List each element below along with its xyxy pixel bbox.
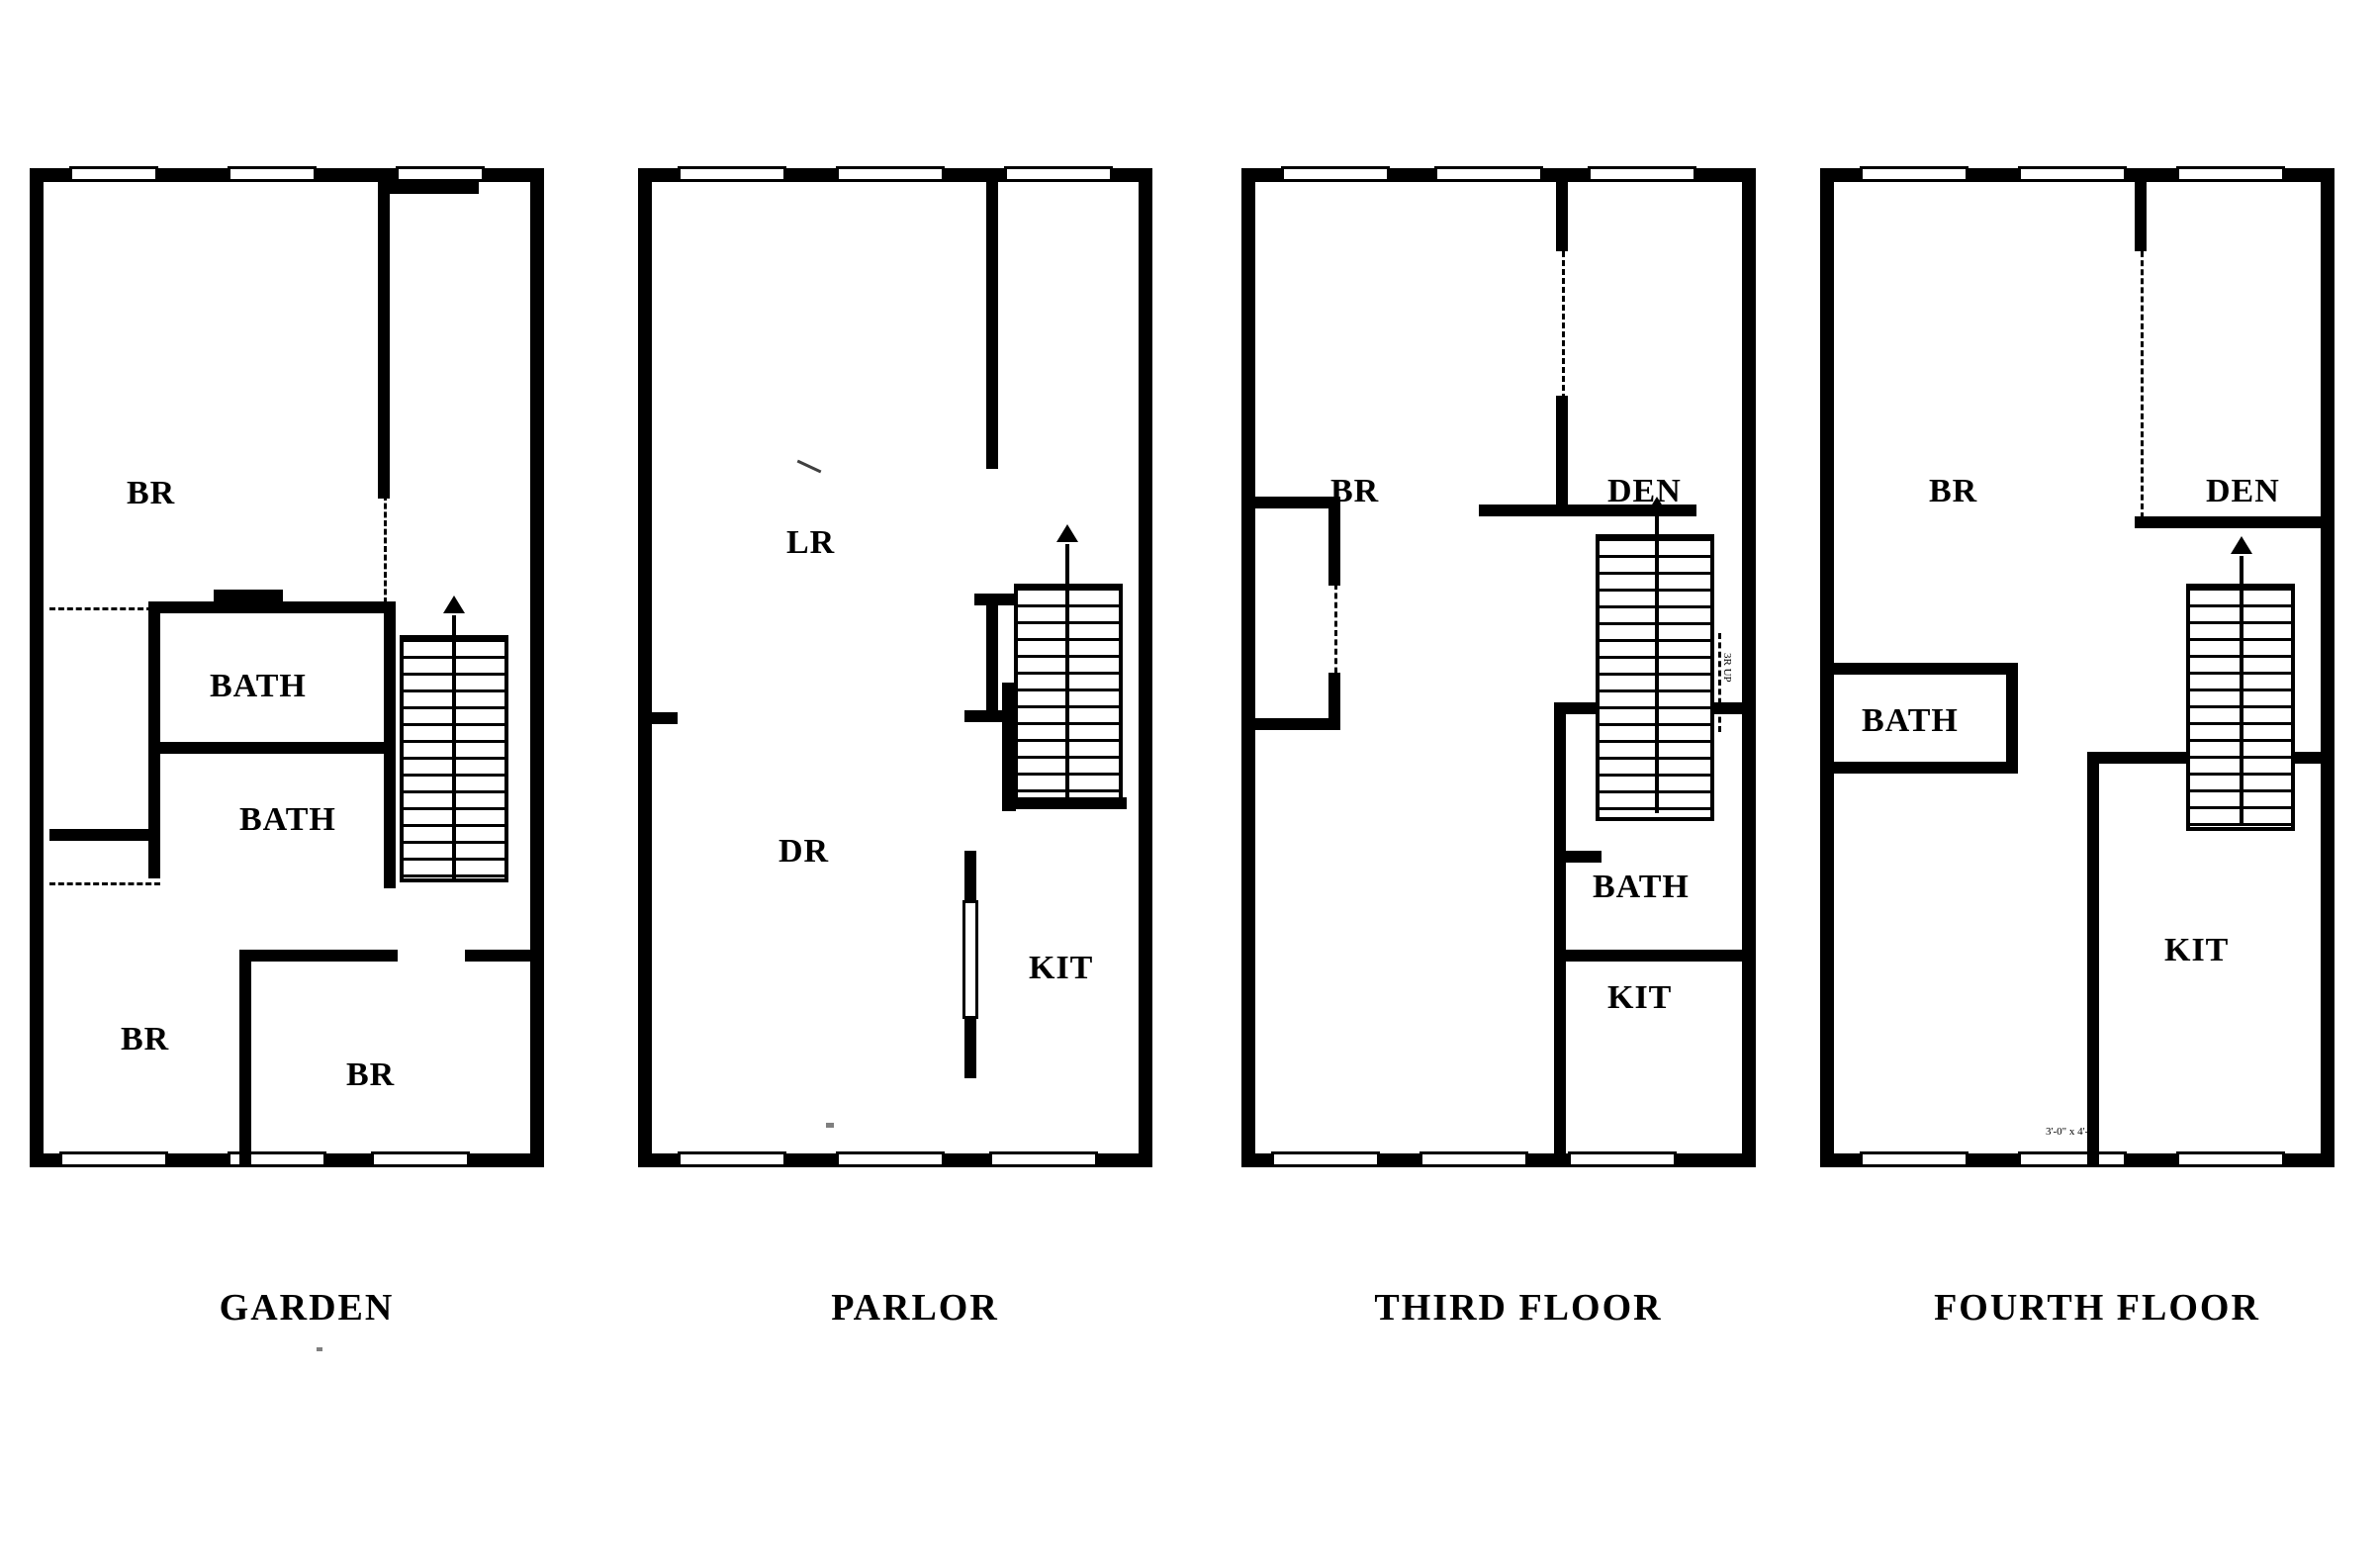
wall-stub: [1255, 718, 1340, 730]
door-swing: [1560, 722, 1563, 841]
wall-interior: [1554, 950, 1756, 962]
stair-direction-line: [1655, 516, 1659, 813]
stair-wall: [1002, 683, 1016, 811]
room-label-lr: LR: [786, 524, 836, 561]
floor-plan-third: [1241, 168, 1795, 1276]
wall-left: [1820, 168, 1834, 1167]
window: [1434, 166, 1543, 182]
stair-note: 3R UP: [1721, 653, 1733, 683]
window: [371, 1151, 470, 1167]
stair-direction-line: [452, 615, 456, 880]
window: [228, 166, 317, 182]
wall-bath-bottom: [1834, 762, 2018, 774]
stair-up-arrow-icon: [1056, 524, 1078, 542]
stair-up-arrow-icon: [2231, 536, 2252, 554]
print-artifact: [317, 1347, 322, 1351]
door-swing: [2012, 675, 2015, 774]
window: [678, 1151, 786, 1167]
room-label-br: BR: [346, 1056, 396, 1093]
wall-stub: [214, 590, 283, 601]
floor-plan-fourth: [1820, 168, 2374, 1276]
door-swing: [384, 754, 387, 880]
wall-interior: [465, 950, 544, 962]
room-label-bath: BATH: [210, 668, 307, 704]
wall-interior: [986, 594, 998, 722]
dimension-note: 3'-0" x 4'-0": [2046, 1126, 2099, 1138]
plan-caption-third: THIRD FLOOR: [1374, 1287, 1663, 1329]
room-label-br: BR: [121, 1021, 170, 1057]
wall-left: [30, 168, 44, 1167]
room-label-br: BR: [1929, 473, 1978, 509]
window: [2176, 166, 2285, 182]
door-swing: [49, 882, 160, 885]
wall-interior: [986, 182, 998, 469]
wall-right: [1139, 168, 1152, 1167]
wall-interior: [390, 182, 479, 194]
wall-interior: [239, 950, 398, 962]
window: [836, 166, 945, 182]
window: [1860, 166, 1968, 182]
window: [1588, 166, 1696, 182]
window: [396, 166, 485, 182]
room-label-br: BR: [1330, 473, 1380, 509]
door-swing: [384, 495, 387, 603]
plan-caption-parlor: PARLOR: [831, 1287, 999, 1329]
window: [1860, 1151, 1968, 1167]
wall-right: [2321, 168, 2334, 1167]
floor-plan-garden: [30, 168, 584, 1276]
plan-caption-garden: GARDEN: [219, 1287, 395, 1329]
print-artifact: [797, 460, 822, 474]
door-swing: [1718, 633, 1721, 732]
wall-left: [638, 168, 652, 1167]
window: [1568, 1151, 1677, 1167]
room-label-bath: BATH: [239, 801, 336, 838]
window: [2176, 1151, 2285, 1167]
appliance: [962, 900, 978, 1019]
door-swing: [1560, 971, 1563, 1149]
wall-bath-top: [148, 601, 396, 613]
window: [1419, 1151, 1528, 1167]
door-swing: [49, 607, 152, 610]
wall-interior: [1556, 182, 1568, 251]
wall-interior: [2135, 516, 2333, 528]
room-label-br: BR: [127, 475, 176, 511]
stair-up-arrow-icon: [443, 596, 465, 613]
room-label-bath: BATH: [1862, 702, 1959, 739]
door-swing: [1562, 251, 1565, 400]
window: [836, 1151, 945, 1167]
wall-bath-top: [1834, 663, 2018, 675]
wall-interior: [49, 829, 160, 841]
stair-direction-line: [1065, 544, 1069, 801]
stair-direction-line: [2240, 556, 2243, 823]
window: [59, 1151, 168, 1167]
window: [1004, 166, 1113, 182]
wall-right: [530, 168, 544, 1167]
room-label-kit: KIT: [1029, 950, 1094, 986]
print-artifact: [826, 1123, 834, 1128]
door-swing: [1334, 584, 1337, 683]
window: [1281, 166, 1390, 182]
door-swing: [2093, 781, 2096, 1138]
window: [69, 166, 158, 182]
plan-caption-fourth: FOURTH FLOOR: [1934, 1287, 2260, 1329]
window: [989, 1151, 1098, 1167]
wall-stub: [652, 712, 678, 724]
wall-bath-mid: [160, 742, 396, 754]
floor-plan-parlor: [638, 168, 1192, 1276]
wall-interior: [239, 950, 251, 1167]
wall-interior: [1556, 396, 1568, 516]
wall-interior: [1479, 505, 1568, 516]
room-label-den: DEN: [1607, 473, 1682, 509]
wall-interior: [2135, 182, 2147, 251]
room-label-dr: DR: [778, 833, 830, 870]
window: [2018, 166, 2127, 182]
room-label-kit: KIT: [2164, 932, 2230, 968]
door-swing: [2141, 251, 2144, 518]
room-label-den: DEN: [2206, 473, 2280, 509]
room-label-bath: BATH: [1593, 869, 1690, 905]
window: [1271, 1151, 1380, 1167]
wall-right: [1742, 168, 1756, 1167]
wall-interior: [378, 182, 390, 499]
window: [2018, 1151, 2127, 1167]
wall-left: [1241, 168, 1255, 1167]
room-label-kit: KIT: [1607, 979, 1673, 1016]
wall-stub: [1554, 851, 1602, 863]
stair-wall: [1002, 797, 1127, 809]
window: [678, 166, 786, 182]
